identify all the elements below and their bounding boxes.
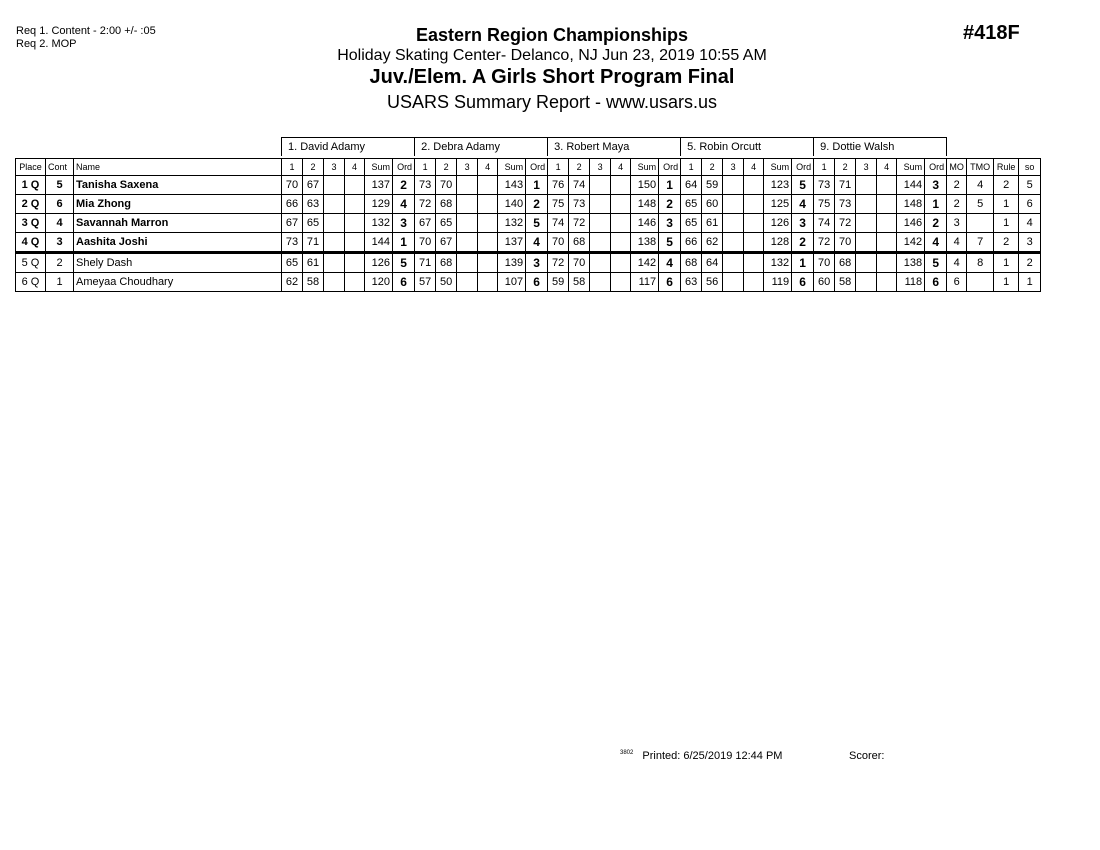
cell-judge4-3 [723,253,744,273]
table-row [16,214,1041,233]
cell-tmo: 7 [967,233,994,253]
cell-judge2-2: 68 [436,253,457,273]
cell-judge5-2: 58 [835,273,856,292]
cell-judge4-ord: 1 [792,253,814,273]
cell-judge3-4 [611,176,631,195]
cell-judge2-3 [457,233,478,253]
cell-judge2-sum: 132 [498,214,526,233]
cell-judge2-sum: 140 [498,195,526,214]
cell-judge1-1: 73 [282,233,303,253]
cell-judge3-3 [590,253,611,273]
col-header-judge5-1: 1 [814,159,835,176]
cell-judge3-4 [611,273,631,292]
cell-judge2-ord: 1 [526,176,548,195]
cell-judge1-3 [324,253,345,273]
cell-judge1-4 [345,273,365,292]
cell-judge2-sum: 139 [498,253,526,273]
col-header-judge3-3: 3 [590,159,611,176]
cell-mo: 4 [947,253,967,273]
cell-judge5-3 [856,273,877,292]
cell-judge5-2: 71 [835,176,856,195]
cell-judge4-sum: 123 [764,176,792,195]
event-number: #418F [963,22,1020,44]
col-header-judge1-2: 2 [303,159,324,176]
cell-judge2-2: 65 [436,214,457,233]
cell-cont: 3 [46,233,74,253]
cell-judge2-ord: 2 [526,195,548,214]
cell-so: 4 [1019,214,1041,233]
cell-judge5-4 [877,214,897,233]
cell-judge4-4 [744,273,764,292]
cell-judge4-sum: 126 [764,214,792,233]
cell-judge2-4 [478,176,498,195]
cell-judge4-3 [723,273,744,292]
cell-judge1-ord: 3 [393,214,415,233]
col-header-judge2-2: 2 [436,159,457,176]
cell-judge1-4 [345,176,365,195]
cell-judge3-sum: 148 [631,195,659,214]
cell-judge3-2: 72 [569,214,590,233]
cell-name: Shely Dash [74,253,282,273]
table-row [16,273,1041,292]
program-title: Juv./Elem. A Girls Short Program Final [369,66,735,88]
col-header-judge5-3: 3 [856,159,877,176]
col-header-judge4-sum: Sum [764,159,792,176]
cell-so: 2 [1019,253,1041,273]
cell-judge4-ord: 3 [792,214,814,233]
cell-judge3-4 [611,195,631,214]
col-header-judge2-3: 3 [457,159,478,176]
cell-judge5-sum: 118 [897,273,925,292]
cell-judge3-ord: 2 [659,195,681,214]
report-header [250,24,854,114]
cell-tmo [967,273,994,292]
col-header-so: so [1019,159,1041,176]
cell-judge5-3 [856,253,877,273]
cell-judge2-1: 67 [415,214,436,233]
cell-tmo [967,214,994,233]
cell-judge5-4 [877,253,897,273]
cell-judge4-sum: 125 [764,195,792,214]
cell-judge2-sum: 143 [498,176,526,195]
cell-judge4-3 [723,176,744,195]
cell-judge1-1: 70 [282,176,303,195]
cell-judge1-2: 67 [303,176,324,195]
cell-judge1-3 [324,273,345,292]
cell-judge4-ord: 6 [792,273,814,292]
cell-mo: 3 [947,214,967,233]
cell-judge5-1: 72 [814,233,835,253]
cell-mo: 4 [947,233,967,253]
col-header-judge3-sum: Sum [631,159,659,176]
cell-judge2-2: 68 [436,195,457,214]
cell-place: 6 Q [16,273,46,292]
cell-judge4-1: 65 [681,195,702,214]
col-header-judge3-ord: Ord [659,159,681,176]
cell-judge3-1: 75 [548,195,569,214]
cell-judge4-ord: 2 [792,233,814,253]
cell-judge3-1: 74 [548,214,569,233]
cell-judge4-2: 56 [702,273,723,292]
cell-judge5-1: 75 [814,195,835,214]
cell-judge2-1: 73 [415,176,436,195]
cell-judge5-ord: 4 [925,233,947,253]
judge-name-4: 5. Robin Orcutt [681,138,814,157]
cell-judge4-1: 63 [681,273,702,292]
col-header-cont: Cont [46,159,74,176]
cell-judge2-ord: 3 [526,253,548,273]
cell-judge1-3 [324,176,345,195]
cell-name: Tanisha Saxena [74,176,282,195]
cell-judge4-ord: 5 [792,176,814,195]
cell-judge1-ord: 6 [393,273,415,292]
cell-judge3-3 [590,233,611,253]
col-header-judge1-sum: Sum [365,159,393,176]
cell-judge3-sum: 138 [631,233,659,253]
cell-judge5-sum: 138 [897,253,925,273]
cell-judge4-2: 61 [702,214,723,233]
cell-so: 6 [1019,195,1041,214]
judge-name-2: 2. Debra Adamy [415,138,548,157]
cell-judge4-ord: 4 [792,195,814,214]
cell-judge4-1: 65 [681,214,702,233]
cell-judge5-2: 73 [835,195,856,214]
cell-judge1-1: 66 [282,195,303,214]
cell-judge4-2: 60 [702,195,723,214]
cell-judge2-1: 72 [415,195,436,214]
judge-header-row [16,138,1041,157]
col-header-judge1-1: 1 [282,159,303,176]
cell-judge4-sum: 128 [764,233,792,253]
cell-judge4-3 [723,233,744,253]
col-header-judge4-3: 3 [723,159,744,176]
cell-judge1-sum: 137 [365,176,393,195]
cell-judge1-2: 58 [303,273,324,292]
table-row [16,233,1041,253]
cell-judge5-2: 70 [835,233,856,253]
cell-judge5-1: 73 [814,176,835,195]
cell-judge3-3 [590,214,611,233]
cell-judge2-3 [457,195,478,214]
cell-judge1-4 [345,195,365,214]
cell-judge1-ord: 2 [393,176,415,195]
cell-judge1-3 [324,233,345,253]
cell-judge5-3 [856,195,877,214]
cell-judge3-ord: 4 [659,253,681,273]
cell-rule: 2 [994,176,1019,195]
event-title: Eastern Region Championships [415,25,689,45]
cell-mo: 2 [947,195,967,214]
cell-judge1-sum: 126 [365,253,393,273]
col-header-judge5-2: 2 [835,159,856,176]
cell-judge2-1: 71 [415,253,436,273]
judge-name-5: 9. Dottie Walsh [814,138,947,157]
cell-judge4-1: 66 [681,233,702,253]
results-table [15,137,1041,292]
cell-judge5-ord: 2 [925,214,947,233]
report-title: USARS Summary Report - www.usars.us [386,92,718,112]
cell-cont: 5 [46,176,74,195]
cell-place: 2 Q [16,195,46,214]
col-header-judge3-4: 4 [611,159,631,176]
cell-name: Savannah Marron [74,214,282,233]
cell-judge3-4 [611,253,631,273]
cell-judge2-2: 70 [436,176,457,195]
cell-judge3-sum: 150 [631,176,659,195]
col-header-judge1-4: 4 [345,159,365,176]
cell-place: 5 Q [16,253,46,273]
cell-tmo: 5 [967,195,994,214]
judge-header-spacer [16,138,282,157]
cell-place: 3 Q [16,214,46,233]
cell-judge4-4 [744,214,764,233]
col-header-judge5-4: 4 [877,159,897,176]
cell-judge1-4 [345,253,365,273]
cell-judge2-4 [478,253,498,273]
cell-judge2-2: 67 [436,233,457,253]
cell-judge3-sum: 117 [631,273,659,292]
cell-judge3-1: 59 [548,273,569,292]
col-header-judge4-2: 2 [702,159,723,176]
col-header-judge1-ord: Ord [393,159,415,176]
cell-judge3-ord: 5 [659,233,681,253]
cell-judge4-sum: 119 [764,273,792,292]
cell-judge5-4 [877,176,897,195]
cell-cont: 6 [46,195,74,214]
col-header-rule: Rule [994,159,1019,176]
cell-judge5-4 [877,195,897,214]
cell-judge5-3 [856,214,877,233]
cell-judge3-ord: 6 [659,273,681,292]
cell-judge5-1: 70 [814,253,835,273]
cell-judge4-2: 62 [702,233,723,253]
cell-judge4-1: 64 [681,176,702,195]
cell-judge5-3 [856,233,877,253]
cell-judge2-4 [478,273,498,292]
cell-judge5-3 [856,176,877,195]
cell-tmo: 8 [967,253,994,273]
col-header-judge3-2: 2 [569,159,590,176]
cell-judge3-sum: 146 [631,214,659,233]
col-header-judge2-4: 4 [478,159,498,176]
cell-judge1-4 [345,214,365,233]
col-header-judge4-ord: Ord [792,159,814,176]
cell-judge1-sum: 132 [365,214,393,233]
cell-judge3-3 [590,273,611,292]
cell-judge4-2: 64 [702,253,723,273]
cell-mo: 2 [947,176,967,195]
cell-judge4-sum: 132 [764,253,792,273]
cell-judge5-1: 74 [814,214,835,233]
cell-cont: 4 [46,214,74,233]
cell-cont: 2 [46,253,74,273]
cell-judge5-2: 72 [835,214,856,233]
cell-judge5-2: 68 [835,253,856,273]
cell-name: Aashita Joshi [74,233,282,253]
cell-judge1-2: 65 [303,214,324,233]
col-header-judge5-ord: Ord [925,159,947,176]
cell-judge1-sum: 144 [365,233,393,253]
cell-judge5-4 [877,233,897,253]
col-header-judge5-sum: Sum [897,159,925,176]
cell-rule: 1 [994,253,1019,273]
cell-judge2-4 [478,214,498,233]
version-number: 3802 [620,750,634,756]
cell-judge5-4 [877,273,897,292]
cell-judge1-1: 65 [282,253,303,273]
cell-so: 3 [1019,233,1041,253]
cell-judge2-ord: 6 [526,273,548,292]
cell-judge3-ord: 1 [659,176,681,195]
cell-judge5-ord: 3 [925,176,947,195]
cell-judge4-3 [723,195,744,214]
judge-name-1: 1. David Adamy [282,138,415,157]
cell-name: Ameyaa Choudhary [74,273,282,292]
cell-judge4-3 [723,214,744,233]
table-row [16,195,1041,214]
cell-judge4-4 [744,233,764,253]
cell-so: 1 [1019,273,1041,292]
cell-judge5-ord: 6 [925,273,947,292]
col-header-tmo: TMO [967,159,994,176]
cell-judge3-4 [611,233,631,253]
cell-judge2-1: 70 [415,233,436,253]
cell-judge2-sum: 107 [498,273,526,292]
col-header-judge4-4: 4 [744,159,764,176]
col-header-judge4-1: 1 [681,159,702,176]
cell-judge4-1: 68 [681,253,702,273]
cell-judge3-3 [590,195,611,214]
cell-judge3-ord: 3 [659,214,681,233]
table-row [16,176,1041,195]
cell-judge2-2: 50 [436,273,457,292]
cell-judge5-ord: 1 [925,195,947,214]
cell-place: 1 Q [16,176,46,195]
printed-timestamp: Printed: 6/25/2019 12:44 PM [642,750,783,762]
cell-judge1-2: 71 [303,233,324,253]
cell-judge5-sum: 144 [897,176,925,195]
cell-mo: 6 [947,273,967,292]
table-row [16,253,1041,273]
cell-judge1-2: 63 [303,195,324,214]
cell-judge3-2: 74 [569,176,590,195]
cell-judge1-sum: 120 [365,273,393,292]
cell-judge1-3 [324,214,345,233]
col-header-judge1-3: 3 [324,159,345,176]
cell-judge5-ord: 5 [925,253,947,273]
col-header-judge2-ord: Ord [526,159,548,176]
cell-place: 4 Q [16,233,46,253]
cell-judge3-1: 72 [548,253,569,273]
requirement-1: Req 1. Content - 2:00 +/- :05 [16,25,156,37]
col-header-place: Place [16,159,46,176]
cell-tmo: 4 [967,176,994,195]
cell-judge1-2: 61 [303,253,324,273]
col-header-name: Name [74,159,282,176]
cell-judge3-2: 70 [569,253,590,273]
scorer-label: Scorer: [849,750,885,762]
cell-judge3-sum: 142 [631,253,659,273]
cell-judge1-ord: 1 [393,233,415,253]
cell-judge1-1: 67 [282,214,303,233]
cell-rule: 1 [994,214,1019,233]
cell-judge1-1: 62 [282,273,303,292]
cell-judge1-ord: 4 [393,195,415,214]
cell-judge2-4 [478,195,498,214]
printed-info [620,750,782,762]
cell-judge2-3 [457,214,478,233]
cell-judge2-3 [457,273,478,292]
cell-rule: 1 [994,273,1019,292]
cell-judge1-ord: 5 [393,253,415,273]
venue-line: Holiday Skating Center- Delanco, NJ Jun 23, 2019 10:55 AM [337,47,767,64]
cell-judge1-3 [324,195,345,214]
cell-rule: 2 [994,233,1019,253]
cell-judge3-2: 73 [569,195,590,214]
cell-judge2-4 [478,233,498,253]
cell-judge2-sum: 137 [498,233,526,253]
cell-judge5-sum: 146 [897,214,925,233]
column-header-row [16,159,1041,176]
cell-judge4-4 [744,253,764,273]
cell-judge4-2: 59 [702,176,723,195]
col-header-judge2-1: 1 [415,159,436,176]
judge-name-3: 3. Robert Maya [548,138,681,157]
cell-cont: 1 [46,273,74,292]
cell-judge4-4 [744,176,764,195]
cell-judge1-4 [345,233,365,253]
cell-judge3-1: 76 [548,176,569,195]
cell-judge1-sum: 129 [365,195,393,214]
cell-judge3-2: 68 [569,233,590,253]
cell-judge3-2: 58 [569,273,590,292]
cell-judge5-1: 60 [814,273,835,292]
cell-judge2-1: 57 [415,273,436,292]
col-header-judge3-1: 1 [548,159,569,176]
cell-judge2-3 [457,176,478,195]
col-header-judge2-sum: Sum [498,159,526,176]
col-header-mo: MO [947,159,967,176]
judge-header-spacer-end [947,138,1041,157]
cell-judge2-ord: 4 [526,233,548,253]
cell-judge5-sum: 148 [897,195,925,214]
cell-so: 5 [1019,176,1041,195]
cell-judge3-3 [590,176,611,195]
cell-rule: 1 [994,195,1019,214]
cell-judge4-4 [744,195,764,214]
requirement-2: Req 2. MOP [16,38,77,50]
cell-judge5-sum: 142 [897,233,925,253]
cell-judge2-3 [457,253,478,273]
cell-name: Mia Zhong [74,195,282,214]
cell-judge3-1: 70 [548,233,569,253]
cell-judge2-ord: 5 [526,214,548,233]
requirements-list [16,25,156,51]
cell-judge3-4 [611,214,631,233]
